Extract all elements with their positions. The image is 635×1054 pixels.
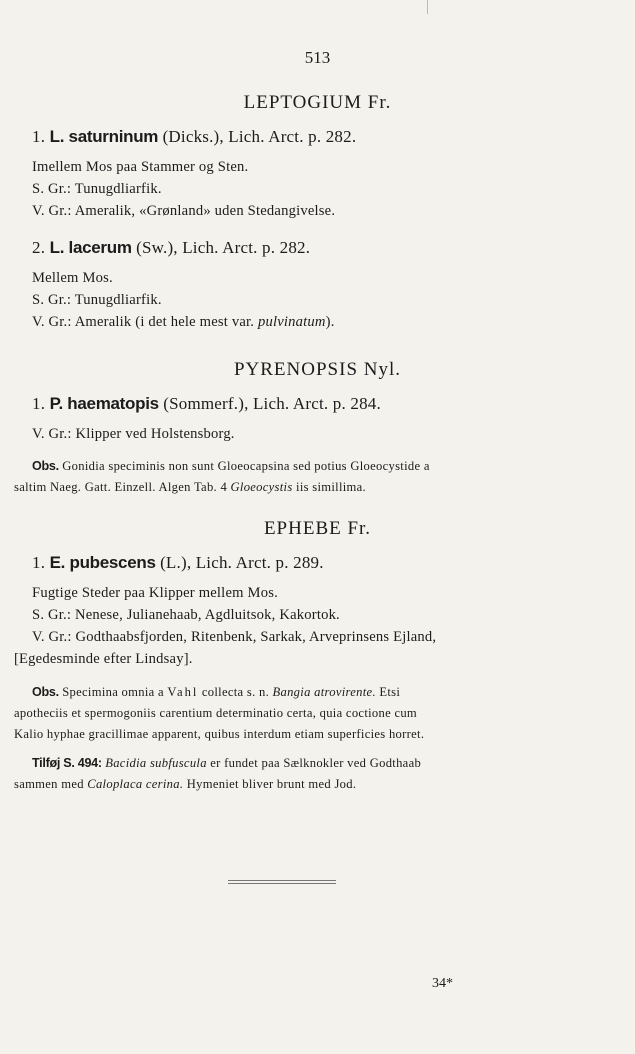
species-entry-lacerum	[32, 238, 310, 258]
text-fragment: iis simillima.	[296, 480, 366, 494]
entry-text-line: S. Gr.: Tunugdliarfik.	[32, 181, 162, 197]
species-entry-haematopis	[32, 394, 381, 414]
taxon-italic: Bacidia subfuscula	[105, 756, 207, 770]
obs-label: Obs.	[32, 685, 59, 699]
entry-text-line: [Egedesminde efter Lindsay].	[14, 651, 193, 667]
text-fragment: collecta s. n.	[201, 685, 270, 699]
text-fragment: Hymeniet bliver brunt med Jod.	[186, 777, 357, 791]
obs-label: Obs.	[32, 459, 59, 473]
entry-text-line: V. Gr.: Godthaabsfjorden, Ritenbenk, Sarkak, Arveprinsens Ejland,	[32, 629, 437, 645]
text-fragment: saltim Naeg. Gatt. Einzell. Algen Tab. 4	[14, 480, 228, 494]
species-citation: (Sommerf.), Lich. Arct. p. 284.	[163, 394, 381, 413]
taxon-italic: Caloplaca cerina.	[87, 777, 184, 791]
collector-name: Vahl	[167, 685, 199, 699]
entry-number: 1.	[32, 553, 46, 572]
edge-mark	[427, 0, 428, 14]
signature-mark: 34*	[432, 976, 453, 991]
species-name: L. lacerum	[49, 238, 132, 257]
taxon-italic: Bangia atrovirente.	[272, 685, 376, 699]
genus-heading-leptogium: LEPTOGIUM Fr.	[243, 92, 392, 113]
entry-text-line: Imellem Mos paa Stammer og Sten.	[32, 159, 249, 175]
entry-text-line: S. Gr.: Nenese, Julianehaab, Agdluitsok, Kakortok.	[32, 607, 340, 623]
obs-note-line: apotheciis et spermogoniis carentium determinatio certa, quia coctione cum	[14, 706, 418, 720]
text-fragment: sammen med	[14, 777, 84, 791]
genus-italic: Gloeocystis	[230, 480, 293, 494]
obs-note-line	[32, 459, 430, 474]
entry-text-line: Fugtige Steder paa Klipper mellem Mos.	[32, 585, 278, 601]
genus-heading-ephebe: EPHEBE Fr.	[263, 518, 372, 539]
obs-note-line	[32, 685, 400, 700]
genus-heading-pyrenopsis: PYRENOPSIS Nyl.	[233, 359, 402, 380]
entry-text-line: S. Gr.: Tunugdliarfik.	[32, 292, 162, 308]
text-fragment: Etsi	[379, 685, 401, 699]
entry-number: 1.	[32, 127, 46, 146]
species-citation: (Dicks.), Lich. Arct. p. 282.	[162, 127, 357, 146]
section-divider	[228, 883, 336, 884]
species-citation: (L.), Lich. Arct. p. 289.	[160, 553, 324, 572]
addendum-label: Tilføj S. 494:	[32, 756, 102, 770]
species-name: E. pubescens	[49, 553, 156, 572]
entry-text-line: V. Gr.: Klipper ved Holstensborg.	[32, 426, 235, 442]
text-fragment: ).	[325, 314, 335, 330]
entry-number: 1.	[32, 394, 46, 413]
entry-text-line: V. Gr.: Ameralik, «Grønland» uden Stedangivelse.	[32, 203, 336, 219]
species-citation: (Sw.), Lich. Arct. p. 282.	[136, 238, 311, 257]
obs-note-line: Kalio hyphae gracillimae apparent, quibus interdum etiam superficies horret.	[14, 727, 425, 741]
section-divider	[228, 880, 336, 881]
entry-text-line	[32, 314, 335, 331]
text-fragment: Specimina omnia a	[62, 685, 164, 699]
addendum-line	[14, 777, 356, 792]
obs-note-line	[14, 480, 366, 495]
species-name: P. haematopis	[49, 394, 159, 413]
text-fragment: er fundet paa Sælknokler ved Godthaab	[210, 756, 422, 770]
addendum-line	[32, 756, 421, 771]
entry-text-line: Mellem Mos.	[32, 270, 113, 286]
species-name: L. saturninum	[49, 127, 159, 146]
text-fragment: Gonidia speciminis non sunt Gloeocapsina sed potius Gloeocystide a	[62, 459, 430, 473]
species-entry-saturninum	[32, 127, 356, 147]
text-fragment: V. Gr.: Ameralik (i det hele mest var.	[32, 314, 255, 330]
variety-name: pulvinatum	[258, 314, 326, 330]
species-entry-pubescens	[32, 553, 324, 573]
entry-number: 2.	[32, 238, 46, 257]
page-number: 513	[304, 48, 331, 67]
